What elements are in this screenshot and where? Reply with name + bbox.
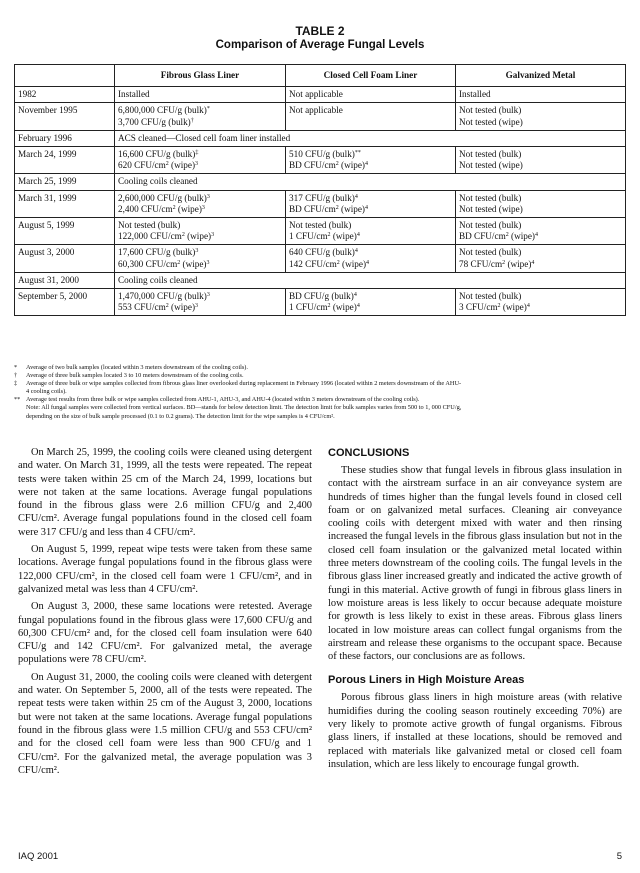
cell-line: 317 CFU/g (bulk)$^4$ xyxy=(289,192,358,203)
superscript: 2 xyxy=(181,232,185,239)
page-footer xyxy=(18,851,622,862)
footnote-text: Average of two bulk samples (located within 3 meters downstream of the cooling coils). xyxy=(26,364,248,371)
table-cell-date: 1982 xyxy=(15,87,115,103)
table-header-row xyxy=(15,65,626,87)
superscript: 2 xyxy=(172,204,176,211)
table-cell-date: March 31, 1999 xyxy=(15,190,115,217)
table-row xyxy=(15,245,626,272)
table-cell-value xyxy=(115,87,286,103)
table-row xyxy=(15,289,626,316)
footnote-text: Average of three bulk or wipe samples collected from fibrous glass liner overlooked during replacement in February 1996 (located within 2 meters downstream of the AHU- xyxy=(26,380,462,388)
conclusions-paragraph: These studies show that fungal levels in fibrous glass insulation in contact with the airstream surface in an air conveyance system are hundreds of times higher than the fungal levels found in closed cell foam or on galvanized metal surfaces. Cleaning air conveyance cooling coils with detergent mixed with water and then rinsing increased the fungal levels in the fibrous glass insulation but not in the closed cell foam insulation or the galvanized metal located within three meters downstream of the cooling coils. The fungal levels in the fibrous glass liner increased greatly and indicated the active growth of fungi in this material. Active growth of fungi in fibrous glass liners in low moisture areas is less likely to occur because adequate moisture for growth is less likely to exist in these areas. Fibrous glass liners located in low moisture areas can collect fungal organisms from the airstream and release these organisms to the occupant space. Because of these factors, our conclusions are as follows. xyxy=(328,465,622,663)
cell-line: Not applicable xyxy=(289,105,343,116)
superscript: 2 xyxy=(505,232,509,239)
superscript: 3 xyxy=(195,303,199,310)
superscript: 2 xyxy=(335,204,339,211)
superscript: ** xyxy=(354,150,361,157)
cell-line: 553 CFU/$cm^2$ (wipe)$^3$ xyxy=(118,302,199,313)
table-caption xyxy=(0,24,640,52)
table-row xyxy=(15,130,626,146)
table-cell-value xyxy=(115,245,286,272)
cell-line: 640 CFU/g (bulk)$^4$ xyxy=(289,247,358,258)
superscript: 4 xyxy=(526,303,530,310)
table-cell-date: February 1996 xyxy=(15,130,115,146)
superscript: 4 xyxy=(535,232,538,239)
fungal-levels-table xyxy=(14,64,626,316)
footnote-text: Note: All fungal samples were collected from vertical surfaces. BD—stands for below detection limit. The detection limit for bulk samples varies from 500 to 1, 000 CFU/g, xyxy=(26,404,462,412)
superscript: 2 xyxy=(497,303,501,310)
superscript: 2 xyxy=(177,259,181,266)
superscript: 3 xyxy=(195,248,199,255)
cell-line: 60,300 CFU/$cm^2$ (wipe)$^3$ xyxy=(118,258,210,269)
table-cell-value xyxy=(286,190,456,217)
table-cell-date: September 5, 2000 xyxy=(15,289,115,316)
table-cell-value xyxy=(115,190,286,217)
cell-line: BD CFU/g (bulk)$^4$ xyxy=(289,291,357,302)
body-paragraph: On August 31, 2000, the cooling coils were cleaned with detergent and water. On September 5, 2000, all of the tests were repeated. The repeat tests were taken within 25 cm of the August 3, 2000, locations but were not taken at the same locations. Average fungal populations found in the fibrous glass were 1.5 million CFU/g and 553 CFU/cm² and for the closed cell foam were less than 900 CFU/g and 1 CFU/cm². For the galvanized metal, the average population was 3 CFU/cm². xyxy=(18,671,312,776)
cell-line: 17,600 CFU/g (bulk)$^3$ xyxy=(118,247,199,258)
superscript: 4 xyxy=(366,259,370,266)
table-cell-value xyxy=(456,245,626,272)
cell-line: Not tested (bulk) xyxy=(459,220,522,231)
cell-line: Not tested (wipe) xyxy=(459,116,523,127)
cell-line: 2,400 CFU/$cm^2$ (wipe)$^3$ xyxy=(118,203,205,214)
table-cell-date: August 31, 2000 xyxy=(15,272,115,288)
cell-line: BD CFU/$cm^2$ (wipe)$^4$ xyxy=(289,203,368,214)
table-cell-value xyxy=(115,103,286,130)
cell-line: Installed xyxy=(459,89,491,100)
footnote xyxy=(14,364,626,372)
cell-line: 122,000 CFU/$cm^2$ (wipe)$^3$ xyxy=(118,231,215,242)
cell-line: Not tested (bulk) xyxy=(118,220,181,231)
footnote-text: 4 cooling coils). xyxy=(26,388,67,396)
superscript: 2 xyxy=(327,232,331,239)
cell-line: Not tested (bulk) xyxy=(459,192,522,203)
table-cell-event: Cooling coils cleaned xyxy=(115,272,626,288)
cell-line: Not tested (bulk) xyxy=(289,220,352,231)
cell-line: 3 CFU/$cm^2$ (wipe)$^4$ xyxy=(459,302,530,313)
table-cell-value xyxy=(456,87,626,103)
table-header-fibrous-glass: Fibrous Glass Liner xyxy=(115,65,286,87)
cell-line: Not tested (bulk) xyxy=(459,291,522,302)
footnote xyxy=(14,372,626,380)
table-cell-value xyxy=(456,289,626,316)
table-row xyxy=(15,218,626,245)
footnote xyxy=(14,380,626,388)
table-cell-value xyxy=(286,87,456,103)
footnote-mark: ‡ xyxy=(14,380,18,388)
superscript: 3 xyxy=(206,292,210,299)
superscript: 4 xyxy=(356,232,360,239)
cell-line: 510 CFU/g (bulk)** xyxy=(289,149,361,160)
cell-line: Installed xyxy=(118,89,150,100)
table-subtitle: Comparison of Average Fungal Levels xyxy=(215,39,425,51)
superscript: 2 xyxy=(502,259,506,266)
table-row xyxy=(15,174,626,190)
superscript: † xyxy=(190,117,194,124)
table-cell-event: ACS cleaned—Closed cell foam liner installed xyxy=(115,130,626,146)
superscript: 4 xyxy=(531,259,535,266)
cell-line: 3,700 CFU/g (bulk)† xyxy=(118,116,194,127)
footnote-text: Average test results from three bulk or wipe samples collected from AHU-1, AHU-3, and AHU-4 (located within 3 meters downstream of the cooling coils). xyxy=(26,396,420,404)
footnote-mark: ** xyxy=(14,396,21,404)
footnote-text: Average of three bulk samples located 3 to 10 meters downstream of the cooling coils. xyxy=(26,372,244,380)
superscript: 2 xyxy=(165,303,169,310)
table-cell-value xyxy=(115,289,286,316)
cell-line: BD CFU/$cm^2$ (wipe)$^4$ xyxy=(459,231,538,242)
superscript: 3 xyxy=(201,204,205,211)
table-cell-value xyxy=(115,218,286,245)
table-row xyxy=(15,190,626,217)
footer-journal: IAQ 2001 xyxy=(18,851,59,862)
table-cell-value xyxy=(286,103,456,130)
footnote-mark: * xyxy=(14,364,18,371)
table-row xyxy=(15,103,626,130)
superscript: 4 xyxy=(354,193,358,200)
superscript: 3 xyxy=(206,193,210,200)
footnote xyxy=(14,396,626,404)
left-column xyxy=(18,446,312,781)
superscript: 4 xyxy=(356,303,360,310)
cell-line: 1 CFU/$cm^2$ (wipe)$^4$ xyxy=(289,231,360,242)
cell-line: Not tested (wipe) xyxy=(459,160,523,171)
cell-line: 16,600 CFU/g (bulk)‡ xyxy=(118,149,199,160)
body-paragraph: On August 5, 1999, repeat wipe tests were taken from these same locations. Average fungal populations found in the fibrous glass were 122,000 CFU/cm², in the closed cell foam were 1 CFU/cm², and in galvanized metal was less than 4 CFU/cm². xyxy=(18,544,312,595)
cell-line: 142 CFU/$cm^2$ (wipe)$^4$ xyxy=(289,258,370,269)
porous-liners-heading: Porous Liners in High Moisture Areas xyxy=(328,674,525,687)
superscript: 4 xyxy=(353,292,357,299)
table-cell-value xyxy=(286,289,456,316)
body-paragraph: On August 3, 2000, these same locations were retested. Average fungal populations found in the fibrous glass were 17,600 CFU/g and 60,300 CFU/cm² and, for the closed cell foam insulation were 640 CFU/g and 142 CFU/cm². For galvanized metal, the average populations were 78 CFU/cm². xyxy=(18,601,312,666)
cell-line: 1,470,000 CFU/g (bulk)$^3$ xyxy=(118,291,210,302)
superscript: 4 xyxy=(365,161,368,168)
table-cell-value xyxy=(456,218,626,245)
table-cell-value xyxy=(286,218,456,245)
table-cell-date: March 24, 1999 xyxy=(15,147,115,174)
table-cell-date: August 5, 1999 xyxy=(15,218,115,245)
body-paragraph: On March 25, 1999, the cooling coils were cleaned using detergent and water. On March 31, 1999, all the tests were repeated. The repeat tests were taken within 25 cm of the March 24, 1999, locations but were not taken at the same locations. Average fungal populations found in the fibrous glass were 2.6 million CFU/g and 2,400 CFU/cm². Average fungal populations found in the closed cell foam were 317 CFU/g and less than 4 CFU/cm². xyxy=(18,447,312,538)
cell-line: 620 CFU/$cm^2$ (wipe)$^3$ xyxy=(118,160,199,171)
table-cell-value xyxy=(456,103,626,130)
footnote xyxy=(14,413,626,421)
superscript: 2 xyxy=(165,161,169,168)
superscript: 3 xyxy=(195,161,199,168)
cell-line: 78 CFU/$cm^2$ (wipe)$^4$ xyxy=(459,258,535,269)
table-cell-date: November 1995 xyxy=(15,103,115,130)
footnote-mark: † xyxy=(14,372,18,380)
footnote-text: depending on the size of bulk sample processed (0.1 to 0.2 grams). The detection limit for the wipe samples is 4 CFU/cm². xyxy=(26,412,335,420)
table-header-date xyxy=(15,65,115,87)
cell-line: 1 CFU/$cm^2$ (wipe)$^4$ xyxy=(289,302,360,313)
superscript: 2 xyxy=(336,259,340,266)
table-cell-event: Cooling coils cleaned xyxy=(115,174,626,190)
table-cell-value xyxy=(286,245,456,272)
table-header-closed-cell-foam: Closed Cell Foam Liner xyxy=(286,65,456,87)
cell-line: Not tested (bulk) xyxy=(459,105,522,116)
table-cell-value xyxy=(286,147,456,174)
table-row xyxy=(15,87,626,103)
cell-line: Not tested (bulk) xyxy=(459,149,522,160)
footnote xyxy=(14,388,626,396)
superscript: ‡ xyxy=(195,150,199,157)
table-footnotes xyxy=(14,364,626,421)
right-column xyxy=(328,446,622,775)
table-header-galvanized-metal: Galvanized Metal xyxy=(456,65,626,87)
superscript: 4 xyxy=(354,248,358,255)
table-title: TABLE 2 xyxy=(295,24,345,38)
table-cell-value xyxy=(456,147,626,174)
cell-line: Not tested (wipe) xyxy=(459,203,523,214)
superscript: 2 xyxy=(327,303,331,310)
table-row xyxy=(15,147,626,174)
table-row xyxy=(15,272,626,288)
cell-line: 6,800,000 CFU/g (bulk)* xyxy=(118,105,210,116)
cell-line: 2,600,000 CFU/g (bulk)$^3$ xyxy=(118,192,210,203)
table-cell-date: March 25, 1999 xyxy=(15,174,115,190)
conclusions-heading: CONCLUSIONS xyxy=(328,447,410,459)
cell-line: BD CFU/$cm^2$ (wipe)$^4$ xyxy=(289,160,368,171)
table-cell-value xyxy=(456,190,626,217)
superscript: 3 xyxy=(211,232,215,239)
superscript: * xyxy=(206,106,210,113)
table-cell-date: August 3, 2000 xyxy=(15,245,115,272)
cell-line: Not applicable xyxy=(289,89,343,100)
porous-liners-paragraph: Porous fibrous glass liners in high moisture areas (with relative humidifies during the cooling season routinely exceeding 70%) are very likely to promote active growth of fungal organisms. Fibrous glass liners, if installed at these locations, should be removed and replaced with materials like galvanized metal or closed cell foam insulation, which are less likely to encourage fungal growth. xyxy=(328,692,622,770)
cell-line: Not tested (bulk) xyxy=(459,247,522,258)
page-number: 5 xyxy=(616,851,622,862)
superscript: 3 xyxy=(206,259,210,266)
superscript: 4 xyxy=(365,204,368,211)
table-cell-value xyxy=(115,147,286,174)
footnote xyxy=(14,404,626,412)
superscript: 2 xyxy=(335,161,339,168)
